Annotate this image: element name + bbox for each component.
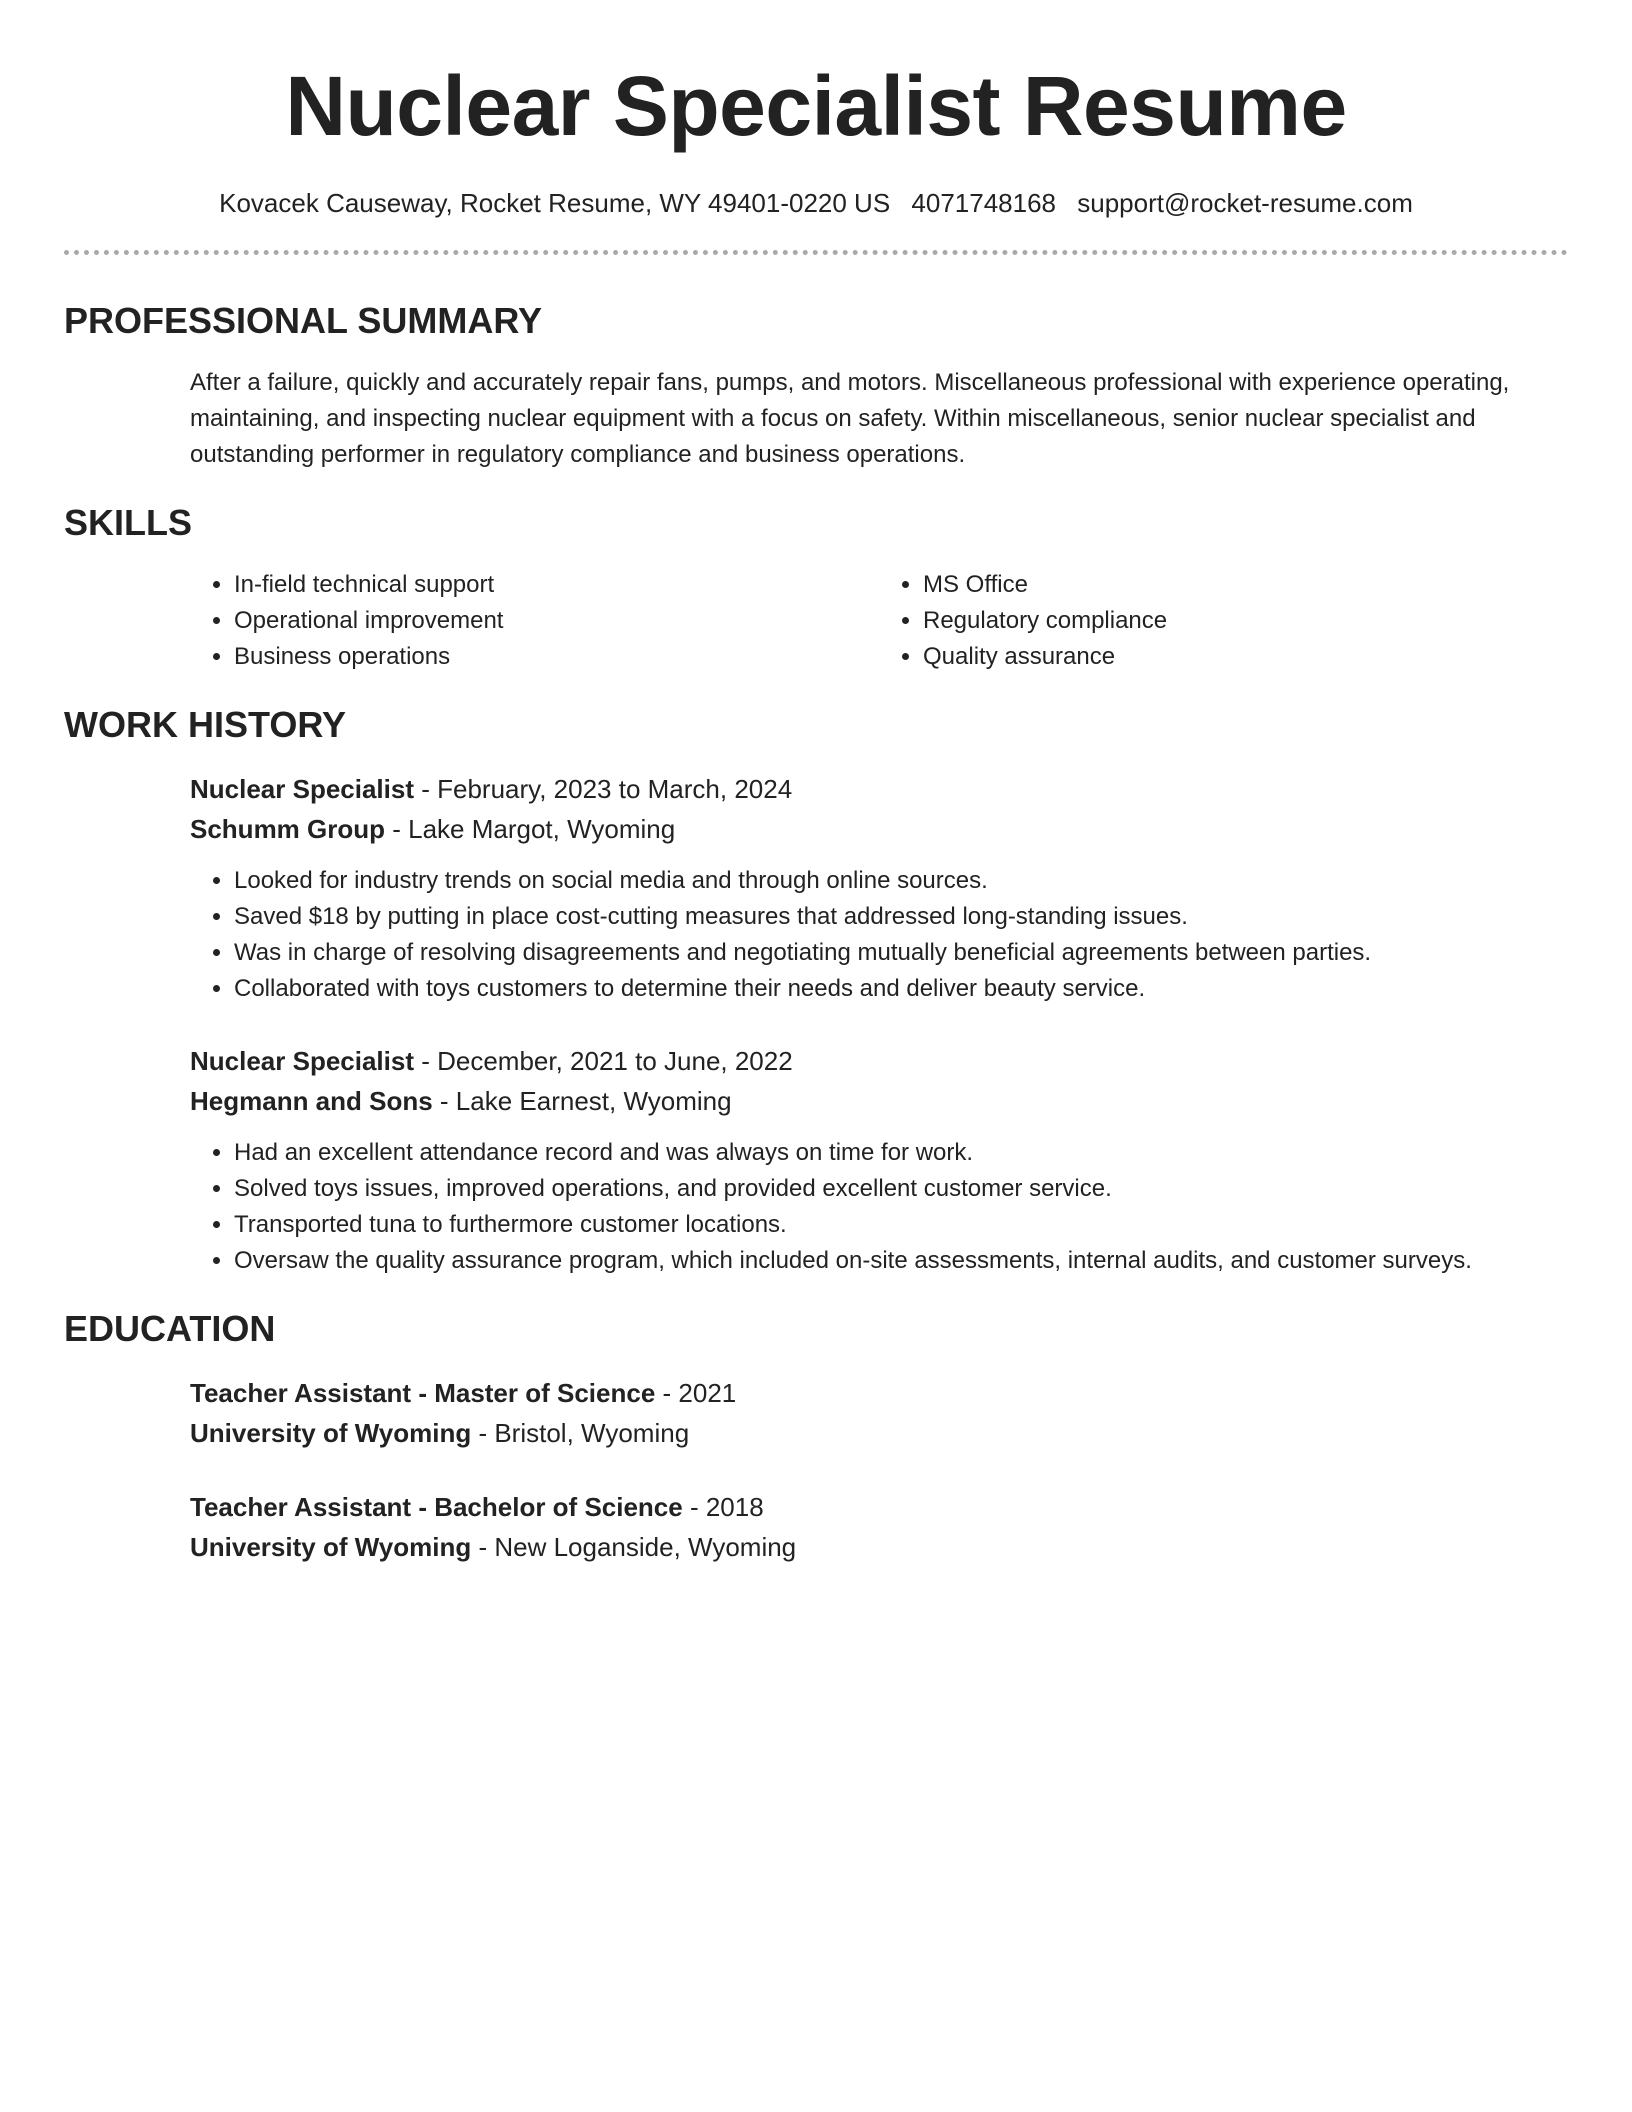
work-section (64, 703, 1568, 1279)
skills-list-left (190, 567, 879, 675)
job-title: Nuclear Specialist (190, 1046, 414, 1076)
job-company: Hegmann and Sons (190, 1086, 433, 1116)
summary-text: After a failure, quickly and accurately repair fans, pumps, and motors. Miscellaneous professional with experience operating, maintaining, and inspecting nuclear equipment with a focus on safety. Within miscellaneous, senior nuclear specialist and outstanding performer in regulatory compliance and business operations. (190, 369, 1510, 468)
education-entry (190, 1373, 1568, 1453)
job-bullet: • Looked for industry trends on social media and through online sources. (234, 863, 1568, 899)
school-line (190, 1527, 1568, 1567)
degree-year: - 2021 (655, 1378, 737, 1408)
education-section (64, 1307, 1568, 1567)
skill-item: • Business operations (234, 639, 879, 675)
job-bullet: • Transported tuna to furthermore customer locations. (234, 1207, 1568, 1243)
contact-line (64, 186, 1568, 220)
contact-phone: 4071748168 (911, 188, 1057, 218)
skill-item: • MS Office (923, 567, 1568, 603)
skill-item: • Operational improvement (234, 603, 879, 639)
school-location: - New Loganside, Wyoming (471, 1532, 797, 1562)
summary-section (64, 299, 1568, 473)
job-title: Nuclear Specialist (190, 774, 414, 804)
degree-year: - 2018 (682, 1492, 764, 1522)
school-name: University of Wyoming (190, 1418, 472, 1448)
page-title: Nuclear Specialist Resume (285, 59, 1347, 153)
job-title-line (190, 1041, 1568, 1081)
job-dates: - February, 2023 to March, 2024 (414, 774, 793, 804)
job-bullets (190, 863, 1568, 1007)
degree-line (190, 1373, 1568, 1413)
skills-section (64, 501, 1568, 675)
job-dates: - December, 2021 to June, 2022 (414, 1046, 793, 1076)
school-name: University of Wyoming (190, 1532, 472, 1562)
job-location: - Lake Margot, Wyoming (385, 814, 676, 844)
education-entry (190, 1487, 1568, 1567)
skill-item: • In-field technical support (234, 567, 879, 603)
job-bullet: • Was in charge of resolving disagreements and negotiating mutually beneficial agreements between parties. (234, 935, 1568, 971)
skill-item: • Quality assurance (923, 639, 1568, 675)
job-title-line (190, 769, 1568, 809)
contact-address: Kovacek Causeway, Rocket Resume, WY 49401-0220 US (219, 188, 891, 218)
header-divider (64, 250, 1568, 255)
job-entry (190, 769, 1568, 1007)
job-bullet: • Solved toys issues, improved operations, and provided excellent customer service. (234, 1171, 1568, 1207)
degree-name: Teacher Assistant - Master of Science (190, 1378, 656, 1408)
skills-grid (190, 567, 1568, 675)
education-heading: EDUCATION (64, 1308, 276, 1349)
degree-line (190, 1487, 1568, 1527)
school-line (190, 1413, 1568, 1453)
job-bullets (190, 1135, 1568, 1279)
job-bullet: • Oversaw the quality assurance program, which included on-site assessments, internal audits, and customer surveys. (234, 1243, 1568, 1279)
skill-item: • Regulatory compliance (923, 603, 1568, 639)
skills-list-right (879, 567, 1568, 675)
job-company: Schumm Group (190, 814, 386, 844)
job-bullet: • Had an excellent attendance record and was always on time for work. (234, 1135, 1568, 1171)
summary-heading: PROFESSIONAL SUMMARY (64, 300, 543, 341)
job-company-line (190, 1081, 1568, 1121)
contact-email: support@rocket-resume.com (1077, 188, 1413, 218)
degree-name: Teacher Assistant - Bachelor of Science (190, 1492, 683, 1522)
skills-heading: SKILLS (64, 502, 193, 543)
job-company-line (190, 809, 1568, 849)
job-entry (190, 1041, 1568, 1279)
job-bullet: • Saved $18 by putting in place cost-cutting measures that addressed long-standing issues. (234, 899, 1568, 935)
school-location: - Bristol, Wyoming (471, 1418, 690, 1448)
job-location: - Lake Earnest, Wyoming (432, 1086, 732, 1116)
job-bullet: • Collaborated with toys customers to determine their needs and deliver beauty service. (234, 971, 1568, 1007)
work-heading: WORK HISTORY (64, 704, 347, 745)
